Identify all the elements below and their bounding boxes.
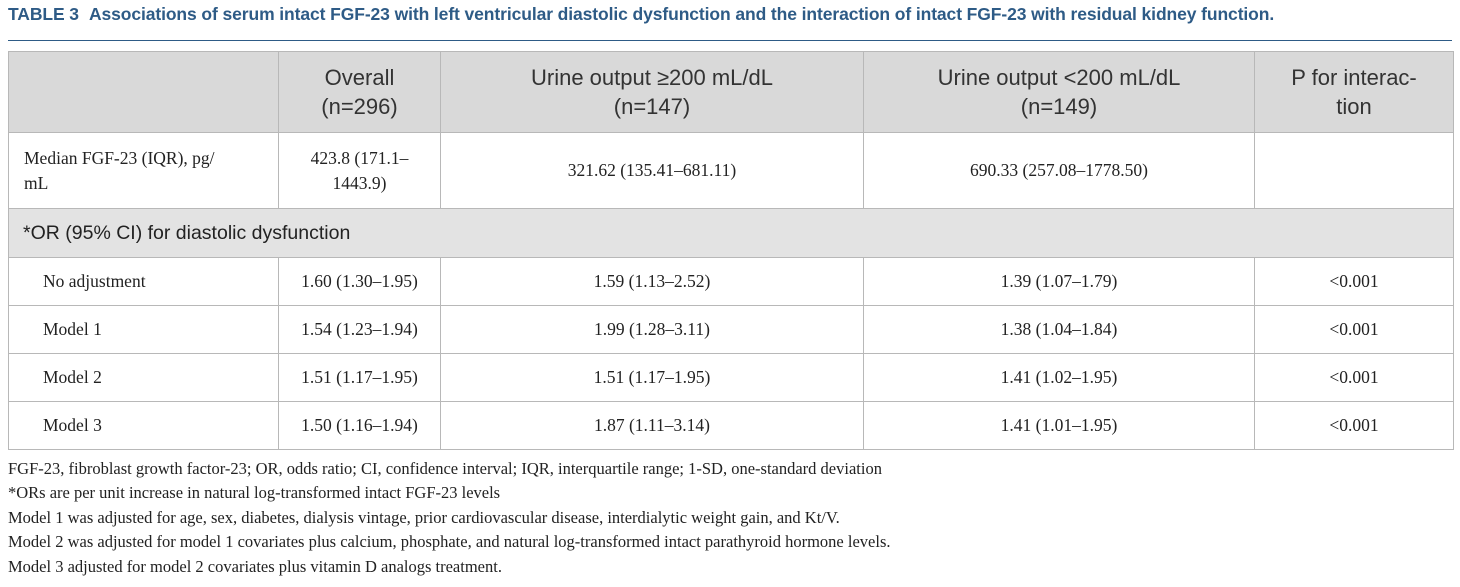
row-urine-low: 1.41 (1.01–1.95) (864, 402, 1255, 450)
section-row (9, 209, 1454, 258)
row-urine-low: 1.41 (1.02–1.95) (864, 354, 1255, 402)
median-urine-low: 690.33 (257.08–1778.50) (864, 133, 1255, 209)
median-p (1255, 133, 1454, 209)
row-label: Model 3 (9, 402, 279, 450)
row-p: <0.001 (1255, 402, 1454, 450)
median-overall: 423.8 (171.1– 1443.9) (279, 133, 441, 209)
footnote-model-3: Model 3 adjusted for model 2 covariates plus vitamin D analogs treatment. (8, 556, 502, 576)
row-urine-high: 1.51 (1.17–1.95) (441, 354, 864, 402)
table-title: Associations of serum intact FGF-23 with left ventricular diastolic dysfunction and the interaction of intact FGF-23 with residual kidney function. (88, 4, 1275, 24)
footnote-or-definition: *ORs are per unit increase in natural log-transformed intact FGF-23 levels (8, 483, 501, 503)
header-row (9, 52, 1454, 133)
caption-rule (8, 40, 1452, 41)
table-row (9, 354, 1454, 402)
median-urine-high: 321.62 (135.41–681.11) (441, 133, 864, 209)
median-label: Median FGF-23 (IQR), pg/ mL (9, 133, 279, 209)
row-overall: 1.54 (1.23–1.94) (279, 306, 441, 354)
header-empty-cell (9, 52, 279, 133)
row-overall: 1.51 (1.17–1.95) (279, 354, 441, 402)
row-overall: 1.50 (1.16–1.94) (279, 402, 441, 450)
row-p: <0.001 (1255, 258, 1454, 306)
row-urine-high: 1.87 (1.11–3.14) (441, 402, 864, 450)
row-label: Model 2 (9, 354, 279, 402)
header-p-interaction: P for interac- tion (1255, 52, 1454, 133)
table-row (9, 258, 1454, 306)
header-urine-low: Urine output <200 mL/dL (n=149) (864, 52, 1255, 133)
header-overall: Overall (n=296) (279, 52, 441, 133)
header-urine-high: Urine output ≥200 mL/dL (n=147) (441, 52, 864, 133)
row-label: No adjustment (9, 258, 279, 306)
table-caption (8, 4, 1458, 25)
results-table (8, 51, 1454, 450)
median-row (9, 133, 1454, 209)
row-label: Model 1 (9, 306, 279, 354)
table-number: TABLE 3 (8, 4, 79, 24)
row-overall: 1.60 (1.30–1.95) (279, 258, 441, 306)
row-p: <0.001 (1255, 306, 1454, 354)
footnote-model-2: Model 2 was adjusted for model 1 covariates plus calcium, phosphate, and natural log-transformed intact parathyroid hormone levels. (8, 532, 891, 552)
table-row (9, 306, 1454, 354)
row-urine-high: 1.59 (1.13–2.52) (441, 258, 864, 306)
row-urine-low: 1.39 (1.07–1.79) (864, 258, 1255, 306)
footnote-model-1: Model 1 was adjusted for age, sex, diabetes, dialysis vintage, prior cardiovascular disease, interdialytic weight gain, and Kt/V. (8, 507, 840, 527)
row-urine-low: 1.38 (1.04–1.84) (864, 306, 1255, 354)
section-label: *OR (95% CI) for diastolic dysfunction (9, 209, 1454, 258)
row-urine-high: 1.99 (1.28–3.11) (441, 306, 864, 354)
footnote-abbreviations: FGF-23, fibroblast growth factor-23; OR, odds ratio; CI, confidence interval; IQR, interquartile range; 1-SD, one-standard deviation (8, 459, 882, 478)
table-row (9, 402, 1454, 450)
row-p: <0.001 (1255, 354, 1454, 402)
footnotes (8, 457, 1448, 579)
